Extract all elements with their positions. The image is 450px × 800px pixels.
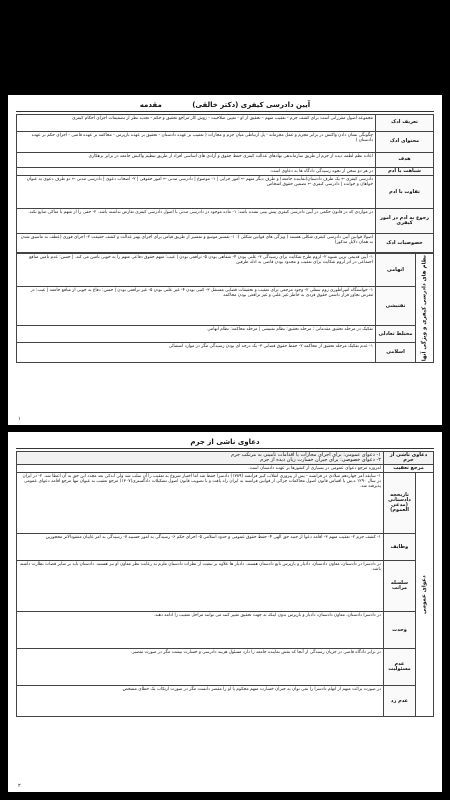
system-text: ۱- خواستگاه امپراطوری روم سفلی ۲- وجود مرجعی برای تعقیب و تحقیقات قضایی مستقل ۳- کتبی بودن ۴- غیر علنی بودن ۵- غیر ترافعی بودن | حسن: دفاع به خوبی از منافع جامعه | عیب: در معرض تجاوز قرار داشتن حقوق فردی به خاطر غیر علنی و غیر ترافعی بودن محاکمه [17,287,376,326]
col-public: ۱- دعوای عمومی: برای اجرای مجازات یا اقدامات تامینی به مرتکب جرم [231,452,381,458]
system-text: ۱- عدم تفکیک مرحله تحقیق از محاکمه ۲- حفظ حقوق قضایی ۳- یک درجه ای بودن رسیدگی مگر در موارد استثنائی [17,343,376,363]
table-row [17,534,434,561]
row-text: چگونگی نشان دادن واکنش در برابر مجرم و عمل مجرمانه - پل ارتباطی میان جرم و مجازات ( تعقیب بر عهده دادستان - تحقیق بر عهده بازپرس - محاکمه بر عهده قاضی - اجرای حکم بر عهده دادستان ) [17,132,376,153]
page-1-title-left: آیین دادرسی کیفری (دکتر خالقی) [192,101,311,109]
row-text: اعاده نظم لطمه دیده از جرم از طریق سازماندهی نهادهای عدالت کیفری حفظ حقوق و آزادی های اساسی افراد از طریق تنظیم واکنش جامعه در برابر بزهکاری [17,153,376,168]
systems-table [16,253,434,363]
section-text: در صورت برائت متهم از اتهام دادسرا را نمی توان به جبران خسارت متهم محکوم یا او را مقصر دانست مگر در صورت ارتکاب یک خطای مشخص. [17,686,384,717]
table-row [17,287,434,326]
table-row [17,153,434,168]
section-text: ۱- سابقه امر جهاردهم میلادی در فرانسه - پس از پیروزی انقلاب کبیر فرانسه (۱۷۸۹) دادسرا حفظ شد اما اختیار شروع به تعقیب را آن سلب شد ولی اندکی بعد مجدد این حق به آن اعطا شد. ۲- در ایران در سال ۱۲۹۰ ه.ش با اقتباس قانون اصول محاکمات جزائی از قوانین فرانسه به ایران راه یافت و با تصویب قانون اصول تشکیلات دادگستری(۱۳۰۷) مرجع تعقیب به عنوان تنها مرجع اقامه دعوای عمومی پذیرفته شد. [17,473,384,534]
row-header: تعریف ادک [376,115,434,132]
section-text: امروزه مرجع دعوای عمومی در بسیاری از کشورها بر عهده دادستان است. [17,465,384,473]
section-text: در برابر دادگاه قاضی در جریان رسیدگی از آنجا که نقش نماینده جامعه را دارد مسئول هزینه دادرسی و خسارت نیست مگر در صورت تقصیر. [17,649,384,686]
section-text: در دادسرا دادستان، معاون دادستان، دادیار و بازپرس بدون اینکه به جهت تحقیق تغییر کنند می توانند مراحل تعقیب را ادامه دهند. [17,612,384,649]
page-2-title: دعاوی ناشی از جرم [16,438,434,449]
systems-header: نظام های دادرسی کیفری و ویژگی آنها [416,254,434,363]
system-name: تفتیشی [376,287,416,326]
table-row [17,115,434,132]
table-row [17,209,434,234]
section-text: در دادسرا در دادستان، معاون دادستان، دادیار و بازپرس تابع دادستان هستند. دادیار ها علاوه بر تبعیت از نظرات دادستان ملزم به رعایت نظر معاون او نیز هستند. دادستان باید بر سایر قضات نظارت داشته باشد. [17,561,384,612]
col-header-right: دعاوی ناشی از جرم [383,452,433,465]
row-header: رجوع به ادم در امور کیفری [376,209,434,234]
table-row [17,234,434,253]
document-page-2 [8,432,442,792]
system-text: ۱- آیین قدیمی ترین شیوه ۲- لزوم طرح شکایت برای رسیدگی ۳- علنی بودن ۴- شفاهی بودن ۵- ترافعی بودن | عیب: متهم حقوق دفاعی متهم را به خوبی تامین می کند. | حسن: عدم تامین منافع اجتماعی در اثر لزوم شکایت برای تعقیب و محدود بودن قاضی به ادله طرفین [17,254,376,287]
table-row [17,254,434,287]
system-name: اسلامی [376,343,416,363]
page-1-title [16,101,434,112]
section-text: ۱- کشف جرم ۲- تعقیب متهم ۳- اقامه دعوا از جنبه حق الهی ۴- حفظ حقوق عمومی و حدود اسلامی ۵- اجرای حکم ۶- رسیدگی به امور حسبیه ۷- رسیدگی به امر غایبان مفقودالاثر محجورین [17,534,384,561]
section-group: مرجع تعقیب [383,465,433,473]
col-header-types [17,452,384,465]
section-sub: وحدت [383,612,415,649]
row-header: محتوای ادک [376,132,434,153]
row-header: هدف [376,153,434,168]
system-name: مختلط تعادلی [376,326,416,343]
page-number: ۱ [18,416,21,422]
table-row [17,465,434,473]
col-private: ۲- دعوای خصوصی: برای جبران خسارت زیان دیده از جرم [260,457,381,464]
page-1-title-right: مقدمه [139,101,162,109]
table-row [17,612,434,649]
table-row [17,343,434,363]
table-row [17,686,434,717]
table-row [17,649,434,686]
intro-table [16,114,434,253]
row-text: اصولا قوانین آیین دادرسی کیفری شکلی هستند ( ویژگی های قوانین شکلی ): ۱- تفسیر موسع و تمسیر از طریق قیاس برای اجرای بهتر عدالت و کشف حقیقت ۲- اجرای فوری (عطف به ماسبق شدن به همان دلایل مذکور) [17,234,376,253]
document-page-1 [8,95,442,425]
row-text: دادرسی کیفری ← یک طرف دادستان(نماینده جامعه) و طرف دیگر متهم ← امور جزایی | ۱- موضوع | دادرسی مدنی ← امور حقوقی | ۲- اصحاب دعوی | دادرسی مدنی ← دو طرف دعوی به عنوان خواهان و خوانده | دادرسی کیفری ← تضمین حقوق اشخاص [17,176,376,209]
row-header: شباهت با ادم [376,168,434,176]
row-text: مجموعه اصول مقرراتی است برای کشف جرم - تعقیب متهم - تحقیق از او - تعیین صلاحیت - روش کار مراجع تحقیق و حکم - تجدید نظر از تصمیمات اجرای احکام کیفری [17,115,376,132]
row-text: در مواردی که در قانون حکمی در آیین دادرسی کیفری پیش بینی نشده باشد: ۱- ماده موجود در دادرسی مدنی با اصول دادرسی کیفری تعارض نداشته باشد. ۲- حقی را از متهم یا متاکی ضایع نکند. [17,209,376,234]
row-header: خصوصیات ادک [376,234,434,253]
row-header: تفاوت با ادم [376,176,434,209]
table-row [17,561,434,612]
table-header-row [17,452,434,465]
section-sub: وظایف [383,534,415,561]
section-sub: سلسله مراتب [383,561,415,612]
system-name: اتهامی [376,254,416,287]
table-row [17,176,434,209]
section-sub: تاریخچه دادستانی (مدعی العموم) [383,473,415,534]
section-group: دعوای عمومی [416,473,434,717]
section-sub: عدم رد [383,686,415,717]
row-text: در هر دو سخن از نحوه رسیدگی دادگاه ها به دعاوی است. [17,168,376,176]
claims-table [16,451,434,717]
section-sub: عدم مسئولیت [383,649,415,686]
table-row [17,132,434,153]
table-row [17,168,434,176]
table-row [17,473,434,534]
system-text: تفکیک در مرحله تحقیق مقدماتی : مرحله تحقیق: نظام تفتیشی | مرحله محاکمه: نظام اتهامی [17,326,376,343]
page-number: ۲ [18,783,21,789]
table-row [17,326,434,343]
